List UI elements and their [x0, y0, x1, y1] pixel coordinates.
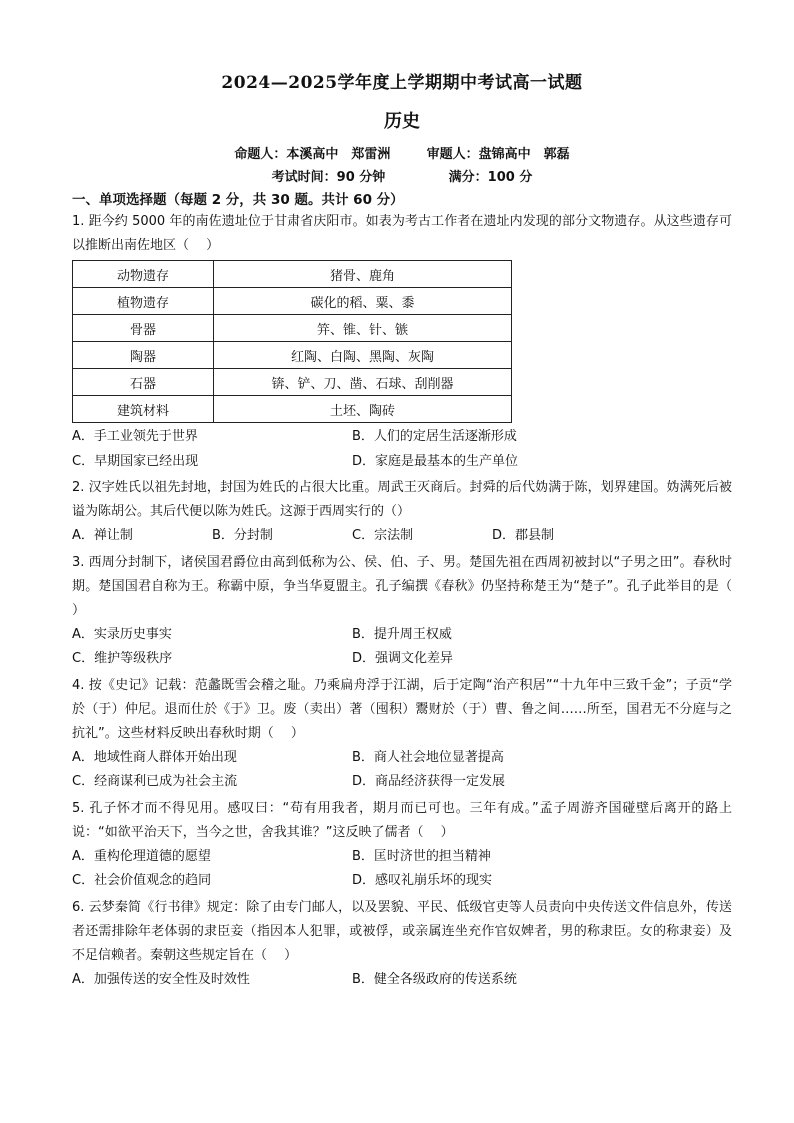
table-cell: 建筑材料: [73, 396, 214, 423]
question-6: 6. 云梦秦简《行书律》规定：除了由专门邮人，以及罢貌、平民、低级官吏等人员责向中央传送文件信息外，传送者还需排除年老体弱的隶臣妾（指因本人犯罪，或被俘，或亲属连坐充作官奴婢者，男的称隶臣。女的称隶妾）及不足信赖者。秦朝这些规定旨在（ ）: [72, 899, 732, 963]
option-d[interactable]: D．家庭是最基本的生产单位: [352, 453, 519, 469]
option-a[interactable]: A．手工业领先于世界: [72, 429, 198, 444]
exam-info-line: [72, 166, 732, 185]
option-c[interactable]: C．经商谋利已成为社会主流: [72, 774, 238, 789]
table-cell: 陶器: [73, 342, 214, 369]
exam-title: 2024—2025学年度上学期期中考试高一试题: [221, 73, 583, 93]
relics-table: [72, 260, 512, 423]
table-row: [73, 261, 512, 288]
table-cell: 碳化的稻、粟、黍: [214, 288, 512, 315]
question-3: 3. 西周分封制下，诸侯国君爵位由高到低称为公、侯、伯、子、男。楚国先祖在西周初被封以“子男之田”。春秋时期。楚国国君自称为王。称霸中原，争当华夏盟主。孔子编撰《春秋》仍坚持称楚王为“楚子”。孔子此举目的是（ ）: [72, 554, 750, 618]
question-4-options: [72, 746, 732, 795]
table-cell: 骨器: [73, 315, 214, 342]
subject-title: 历史: [384, 111, 420, 132]
option-d[interactable]: D．郡县制: [492, 528, 555, 543]
section-heading: 一、单项选择题（每题 2 分，共 30 题。共计 60 分）: [72, 192, 404, 208]
setter-info: 命题人：本溪高中 郑雷洲: [234, 147, 391, 162]
exam-page: [72, 60, 750, 992]
option-b[interactable]: B．健全各级政府的传送系统: [352, 971, 517, 987]
full-score: 满分：100 分: [448, 170, 533, 185]
option-b[interactable]: B．分封制: [212, 528, 273, 543]
table-cell: 红陶、白陶、黑陶、灰陶: [214, 342, 512, 369]
option-d[interactable]: D．感叹礼崩乐坏的现实: [352, 873, 493, 888]
question-1: 1. 距今约 5000 年的南佐遗址位于甘肃省庆阳市。如表为考古工作者在遗址内发现的部分文物遗存。从这些遗存可以推断出南佐地区（ ）: [72, 214, 732, 253]
table-cell: 动物遗存: [73, 261, 214, 288]
table-row: [73, 342, 512, 369]
question-3-options: [72, 623, 732, 672]
option-c[interactable]: C．早期国家已经出现: [72, 453, 199, 469]
reviewer-info: 审题人：盘锦高中 郭磊: [426, 147, 570, 162]
table-cell: 锛、铲、刀、凿、石球、刮削器: [214, 369, 512, 396]
question-1-options: [72, 425, 732, 474]
table-row: [73, 315, 512, 342]
option-c[interactable]: C．维护等级秩序: [72, 651, 173, 666]
question-5: 5. 孔子怀才而不得见用。感叹曰：“苟有用我者，期月而已可也。三年有成。”孟子周游齐国碰壁后离开的路上说：“如欲平治天下，当今之世，舍我其谁？”这反映了儒者（ ）: [72, 800, 732, 840]
exam-time: 考试时间：90 分钟: [271, 170, 386, 185]
question-4: 4. 按《史记》记载：范蠡既雪会稽之耻。乃乘扁舟浮于江湖，后于定陶“治产积居”“十九年中三致千金”；子贡“学於（于）仲尼。退而仕於《于》卫。废（卖出）著（囤积）鬻财於（于）曹、鲁之间……所至，国君无不分庭与之抗礼”。这些材料反映出春秋时期（ ）: [72, 677, 732, 741]
question-5-options: [72, 845, 732, 894]
option-b[interactable]: B．人们的定居生活逐渐形成: [352, 429, 517, 444]
option-c[interactable]: C．社会价值观念的趋同: [72, 873, 212, 888]
table-row: [73, 396, 512, 423]
question-2-options: [72, 524, 732, 549]
author-line: [72, 143, 732, 162]
option-d[interactable]: D．商品经济获得一定发展: [352, 774, 506, 789]
option-a[interactable]: A．地域性商人群体开始出现: [72, 749, 237, 765]
table-cell: 猪骨、鹿角: [214, 261, 512, 288]
option-a[interactable]: A．实录历史事实: [72, 626, 172, 642]
option-b[interactable]: B．商人社会地位显著提高: [352, 749, 504, 765]
question-2: 2. 汉字姓氏以祖先封地，封国为姓氏的占很大比重。周武王灭商后。封舜的后代妫满于陈，划界建国。妫满死后被谥为陈胡公。其后代便以陈为姓氏。这源于西周实行的（）: [72, 480, 732, 519]
table-cell: 笄、锥、针、镞: [214, 315, 512, 342]
option-d[interactable]: D．强调文化差异: [352, 651, 454, 666]
option-a[interactable]: A．加强传送的安全性及时效性: [72, 971, 250, 987]
table-cell: 土坯、陶砖: [214, 396, 512, 423]
table-cell: 植物遗存: [73, 288, 214, 315]
option-a[interactable]: A．禅让制: [72, 528, 133, 543]
option-b[interactable]: B．匡时济世的担当精神: [352, 848, 491, 864]
question-6-options: [72, 968, 732, 993]
option-a[interactable]: A．重构伦理道德的愿望: [72, 848, 211, 864]
option-c[interactable]: C．宗法制: [352, 528, 414, 543]
table-row: [73, 369, 512, 396]
table-row: [73, 288, 512, 315]
option-b[interactable]: B．提升周王权威: [352, 626, 452, 642]
table-cell: 石器: [73, 369, 214, 396]
